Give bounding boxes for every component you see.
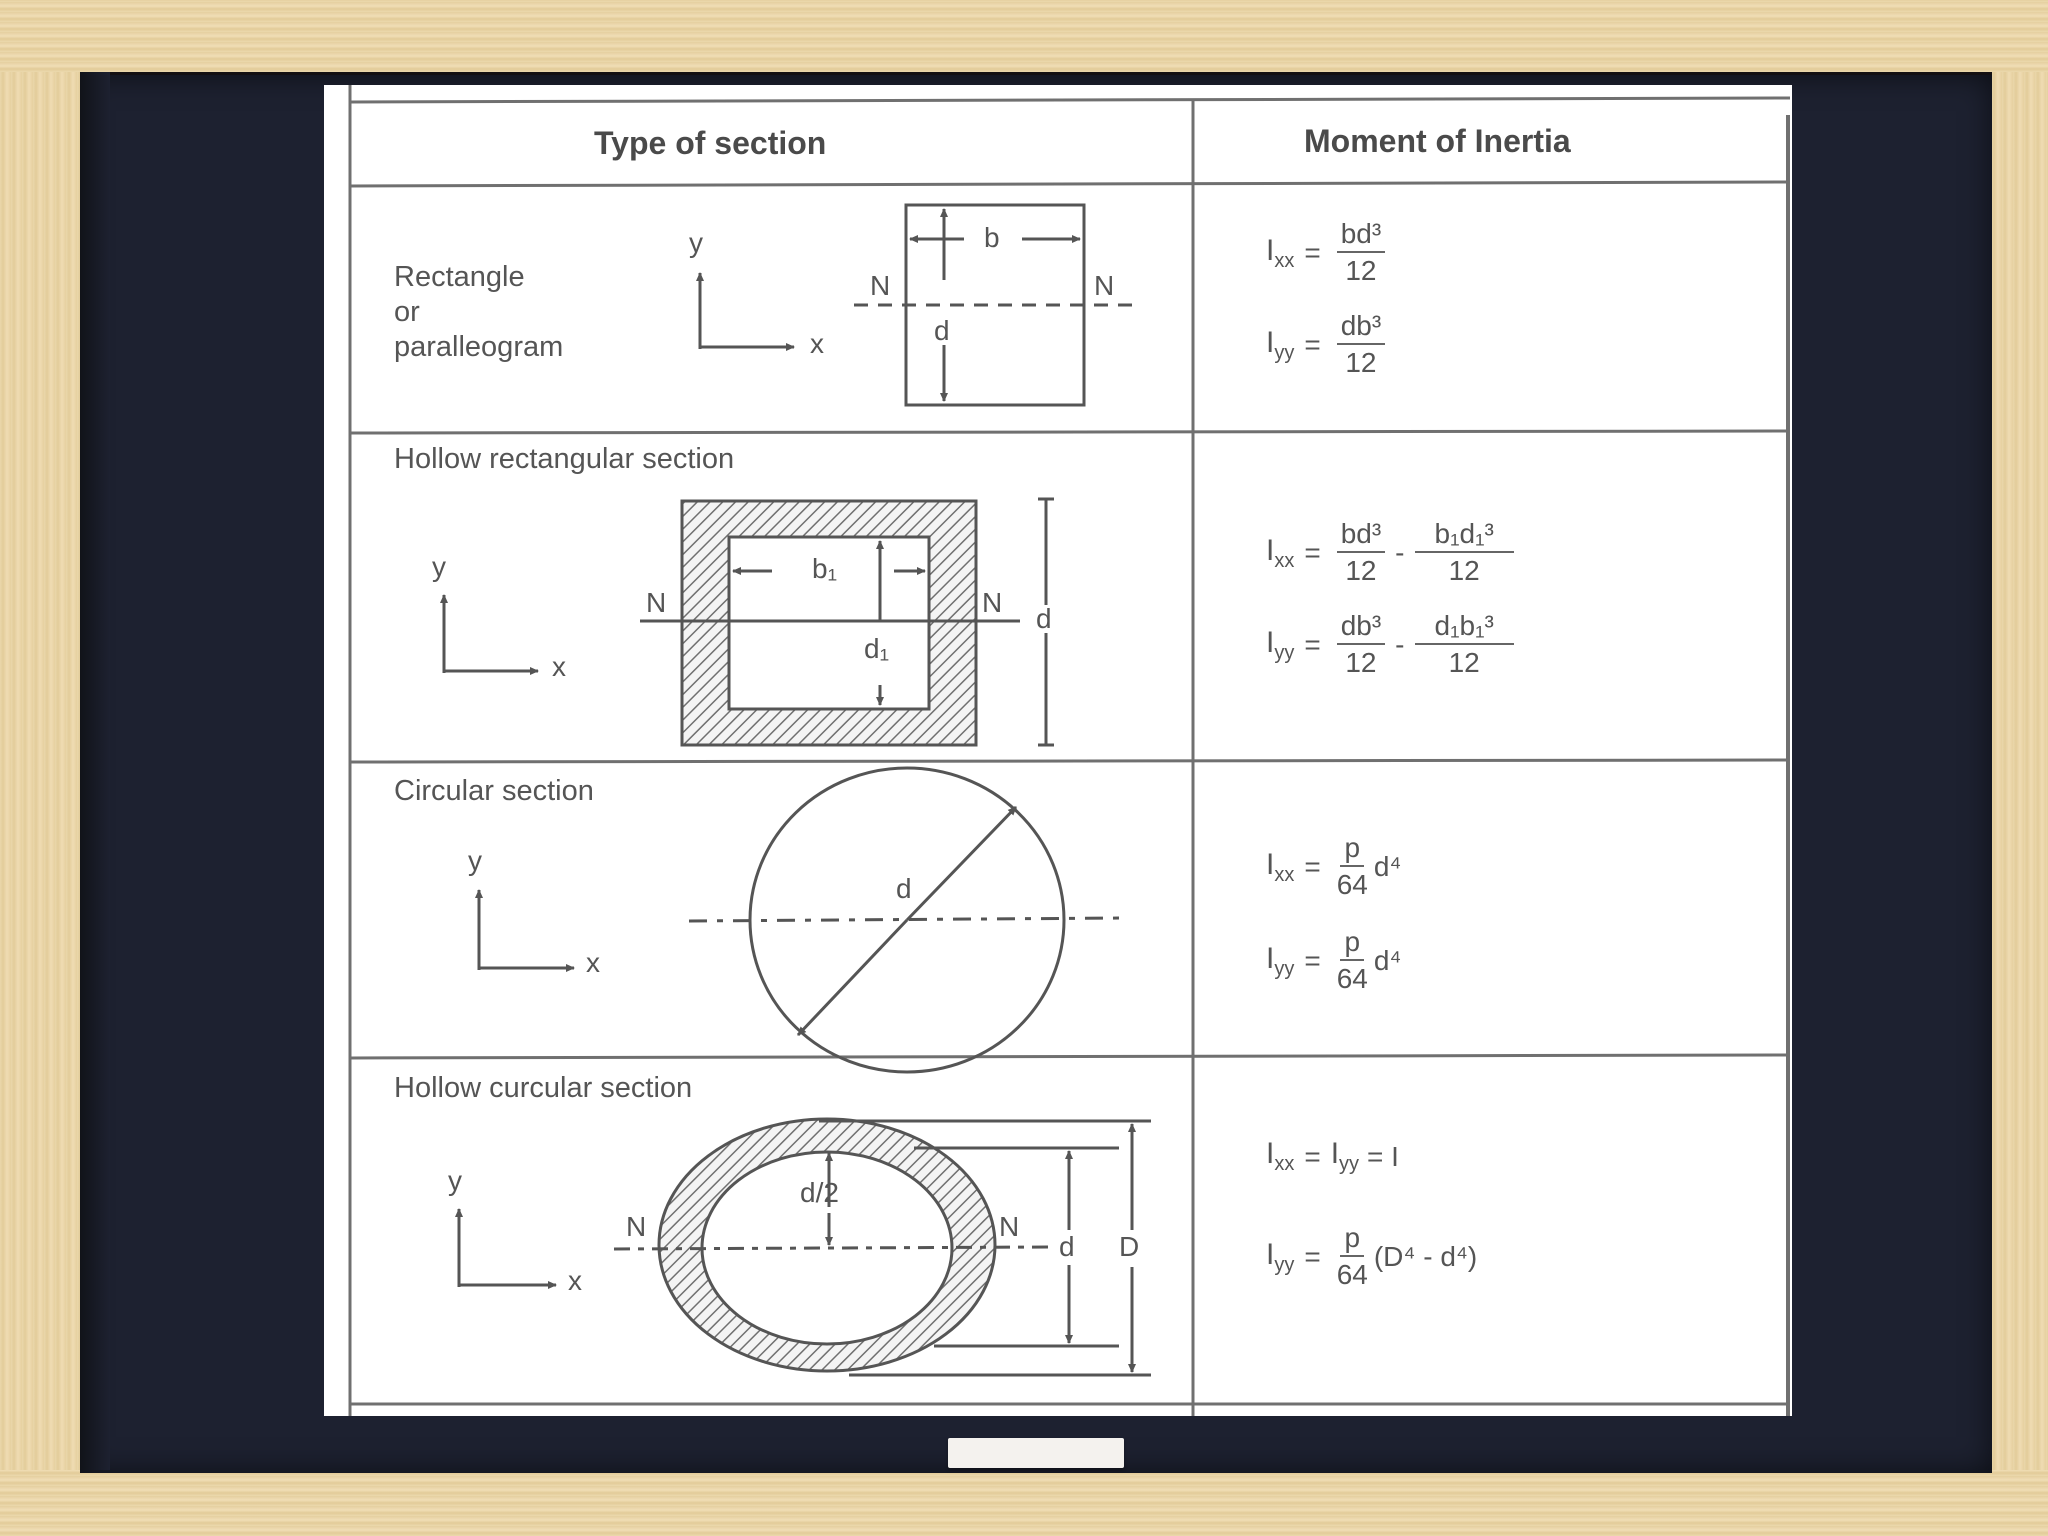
- header-type-of-section: Type of section: [594, 125, 827, 161]
- formula-circle-ixx: $I_{xx}$ = $\frac{p}{64}$ d⁴: [1266, 831, 1401, 903]
- formula-sub: xx: [1274, 1153, 1295, 1175]
- formula-lhs: I: [1266, 233, 1275, 267]
- axis-y-label: y: [448, 1165, 462, 1196]
- neutral-axis-left-label: N: [626, 1211, 647, 1242]
- moment-of-inertia-table-sheet: [324, 85, 1792, 1416]
- formula-rect-iyy: $I_{yy}$ = $\frac{\text{db³}}{12}$: [1266, 309, 1391, 381]
- denominator-1: 12: [1345, 555, 1377, 586]
- denominator: 64: [1336, 963, 1368, 994]
- numerator-1: bd³: [1337, 517, 1385, 553]
- formula-lhs: I: [1266, 847, 1275, 881]
- numerator-1: db³: [1337, 609, 1385, 645]
- neutral-axis-left-label: N: [646, 587, 667, 618]
- section-name-hollow-rectangular: Hollow rectangular section: [394, 443, 735, 475]
- neutral-axis-right-label: N: [1094, 270, 1115, 301]
- chalkboard-shadow: [80, 72, 110, 1470]
- depth-d-label: d: [934, 315, 950, 346]
- formula-lhs: I: [1266, 533, 1275, 567]
- circle-diagram: [689, 768, 1124, 1072]
- numerator-2: d₁b₁³: [1415, 609, 1514, 645]
- formula-sub: yy: [1274, 341, 1295, 364]
- diameter-d-label: d: [896, 873, 912, 904]
- numerator: bd³: [1337, 217, 1385, 253]
- equals-sign: =: [1304, 1140, 1321, 1172]
- axis-x-label: x: [586, 947, 600, 978]
- formula-sub: yy: [1274, 957, 1295, 980]
- formula-lhs: I: [1266, 1137, 1275, 1170]
- axis-y-label: y: [689, 227, 703, 258]
- neutral-axis-left-label: N: [870, 270, 891, 301]
- formula-sub: xx: [1274, 249, 1295, 272]
- numerator: db³: [1337, 309, 1385, 345]
- formula-hollow-rect-ixx: $I_{xx}$ = $\frac{\text{bd³}}{12}$ - $\frac{\text{b₁d₁³}}{12}$: [1266, 517, 1520, 589]
- numerator: p: [1340, 831, 1364, 867]
- minus-operator: -: [1395, 629, 1405, 660]
- formula-hollow-circle-equal: [1266, 1137, 1399, 1176]
- row1-axes-icon: [700, 273, 794, 349]
- formula-lhs: I: [1266, 325, 1275, 359]
- section-line-1: Rectangle: [394, 261, 525, 293]
- section-name-hollow-circular: Hollow curcular section: [394, 1072, 693, 1104]
- formula-circle-iyy: $I_{yy}$ = $\frac{p}{64}$ d⁴: [1266, 925, 1401, 997]
- formula-sub-2: yy: [1339, 1153, 1360, 1175]
- row2-axes-icon: [444, 595, 538, 673]
- formula-hollow-circle-iyy: $I_{yy}$ = $\frac{p}{64}$ (D⁴ - d⁴): [1266, 1221, 1477, 1293]
- section-name-rectangle: [394, 260, 563, 365]
- formula-sub: yy: [1274, 641, 1295, 664]
- frame-bottom-rail: [0, 1470, 2048, 1536]
- neutral-axis-right-label: N: [999, 1211, 1020, 1242]
- axis-y-label: y: [432, 551, 446, 582]
- inner-diameter-d-label: d: [1059, 1231, 1075, 1262]
- numerator: p: [1340, 1221, 1364, 1257]
- formula-lhs-2: I: [1330, 1137, 1340, 1170]
- formula-tail: (D⁴ - d⁴): [1373, 1241, 1478, 1272]
- chalk-piece: [948, 1438, 1124, 1468]
- formula-tail: d⁴: [1373, 945, 1402, 976]
- numerator: p: [1340, 925, 1364, 961]
- row4-axes-icon: [459, 1209, 556, 1287]
- formula-sub: yy: [1274, 1253, 1295, 1276]
- formula-tail: d⁴: [1373, 851, 1402, 882]
- formula-lhs: I: [1266, 1237, 1275, 1271]
- row3-axes-icon: [479, 890, 574, 970]
- denominator: 64: [1336, 869, 1368, 900]
- formula-sub: xx: [1274, 549, 1295, 572]
- outer-diameter-D-label: D: [1119, 1231, 1140, 1262]
- outer-depth-d-label: d: [1036, 603, 1052, 634]
- formula-rect-ixx: $I_{xx}$ = $\frac{\text{bd³}}{12}$: [1266, 217, 1391, 289]
- section-line-2: or: [394, 296, 420, 328]
- denominator: 12: [1345, 255, 1377, 286]
- axis-x-label: x: [568, 1265, 582, 1296]
- axis-y-label: y: [468, 845, 482, 876]
- width-b-label: b: [984, 222, 1000, 253]
- neutral-axis-right-label: N: [982, 587, 1003, 618]
- formula-lhs: I: [1266, 941, 1275, 975]
- numerator-2: b₁d₁³: [1415, 517, 1514, 553]
- axis-x-label: x: [810, 328, 824, 359]
- section-line-3: paralleogram: [394, 331, 564, 363]
- formula-hollow-rect-iyy: $I_{yy}$ = $\frac{\text{db³}}{12}$ - $\frac{\text{d₁b₁³}}{12}$: [1266, 609, 1520, 681]
- inner-width-b1-label: b₁: [812, 553, 838, 584]
- denominator-1: 12: [1345, 647, 1377, 678]
- axis-x-label: x: [552, 651, 566, 682]
- formula-lhs: I: [1266, 625, 1275, 659]
- hollow-rectangle-diagram: [640, 499, 1054, 745]
- denominator: 64: [1336, 1259, 1368, 1290]
- inner-depth-d1-label: d₁: [864, 633, 890, 664]
- section-name-circular: Circular section: [394, 775, 594, 807]
- formula-sub: xx: [1274, 863, 1295, 886]
- formula-rhs: = I: [1367, 1140, 1399, 1172]
- header-moment-of-inertia: Moment of Inertia: [1304, 123, 1571, 159]
- denominator-2: 12: [1448, 555, 1480, 586]
- half-inner-d2-label: d/2: [800, 1177, 839, 1208]
- denominator-2: 12: [1448, 647, 1480, 678]
- denominator: 12: [1345, 347, 1377, 378]
- minus-operator: -: [1395, 537, 1405, 568]
- frame-top-rail: [0, 0, 2048, 72]
